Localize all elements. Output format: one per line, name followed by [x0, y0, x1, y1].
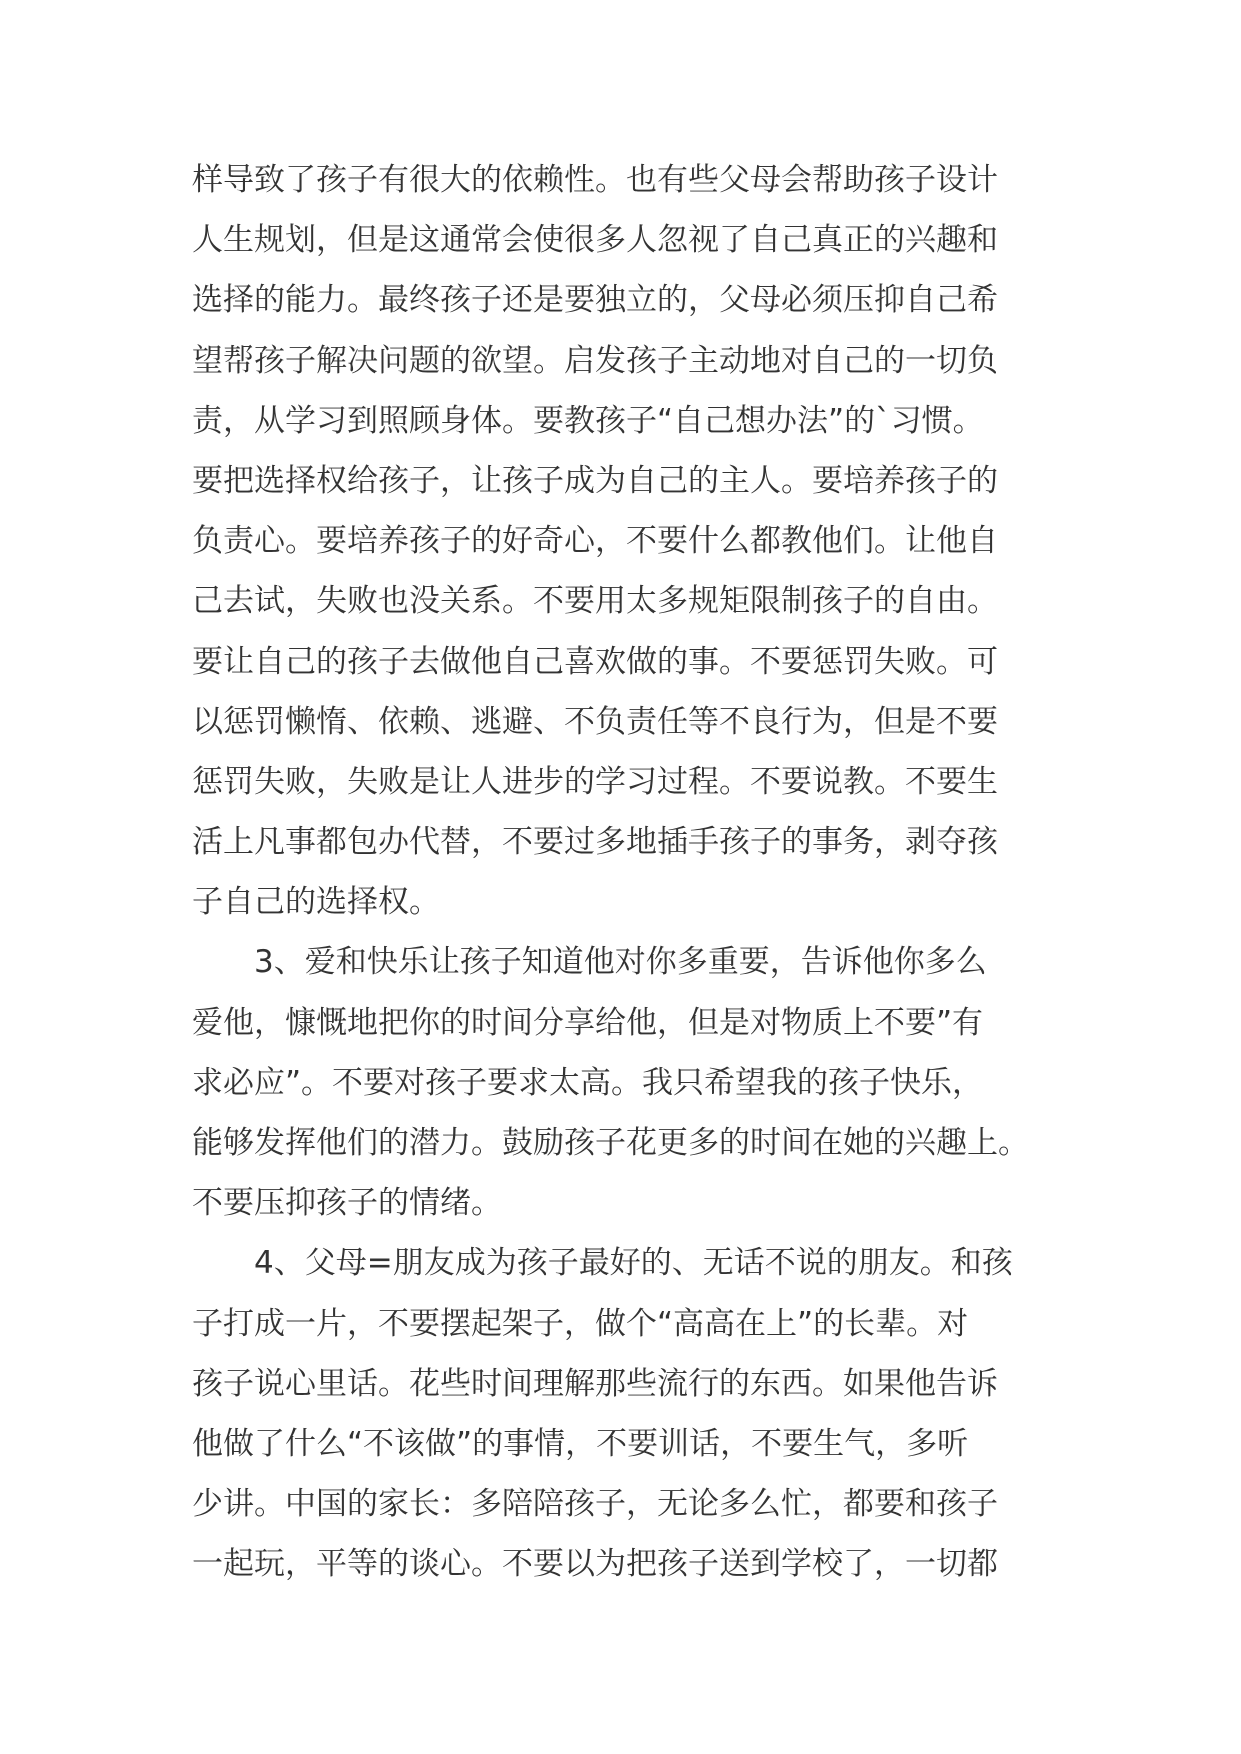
text-line: 望帮孩子解决问题的欲望。启发孩子主动地对自己的一切负 — [192, 342, 998, 379]
text-line: 子打成一片，不要摆起架子，做个“高高在上”的长辈。对 — [192, 1305, 969, 1342]
text-line: 责，从学习到照顾身体。要教孩子“自己想办法”的`习惯。 — [192, 402, 984, 439]
text-line: 选择的能力。最终孩子还是要独立的，父母必须压抑自己希 — [192, 282, 998, 319]
text-line: 4、父母=朋友成为孩子最好的、无话不说的朋友。和孩 — [192, 1245, 1013, 1282]
text-line: 少讲。中国的家长：多陪陪孩子，无论多么忙，都要和孩子 — [192, 1486, 998, 1523]
text-line: 他做了什么“不该做”的事情，不要训话，不要生气，多听 — [192, 1425, 969, 1462]
text-line: 要让自己的孩子去做他自己喜欢做的事。不要惩罚失败。可 — [192, 643, 998, 680]
text-line: 求必应”。不要对孩子要求太高。我只希望我的孩子快乐， — [192, 1064, 984, 1101]
text-line: 爱他，慷慨地把你的时间分享给他，但是对物质上不要”有 — [192, 1004, 984, 1041]
text-line: 样导致了孩子有很大的依赖性。也有些父母会帮助孩子设计 — [192, 162, 998, 198]
text-line: 人生规划，但是这通常会使很多人忽视了自己真正的兴趣和 — [192, 222, 998, 259]
text-line: 要把选择权给孩子，让孩子成为自己的主人。要培养孩子的 — [192, 462, 998, 499]
text-line: 孩子说心里话。花些时间理解那些流行的东西。如果他告诉 — [192, 1365, 998, 1402]
text-line: 能够发挥他们的潜力。鼓励孩子花更多的时间在她的兴趣上。 — [192, 1125, 1029, 1161]
text-line: 以惩罚懒惰、依赖、逃避、不负责任等不良行为，但是不要 — [192, 703, 998, 740]
text-line: 己去试，失败也没关系。不要用太多规矩限制孩子的自由。 — [192, 583, 998, 620]
text-line: 不要压抑孩子的情绪。 — [192, 1185, 502, 1222]
text-line: 活上凡事都包办代替，不要过多地插手孩子的事务，剥夺孩 — [192, 824, 998, 861]
text-line: 子自己的选择权。 — [192, 884, 440, 921]
text-line: 惩罚失败，失败是让人进步的学习过程。不要说教。不要生 — [192, 763, 998, 800]
text-line: 一起玩，平等的谈心。不要以为把孩子送到学校了，一切都 — [192, 1546, 998, 1583]
text-line: 3、爱和快乐让孩子知道他对你多重要，告诉他你多么 — [192, 944, 987, 981]
text-line: 负责心。要培养孩子的好奇心，不要什么都教他们。让他自 — [192, 523, 998, 560]
body-text — [192, 150, 1072, 1595]
